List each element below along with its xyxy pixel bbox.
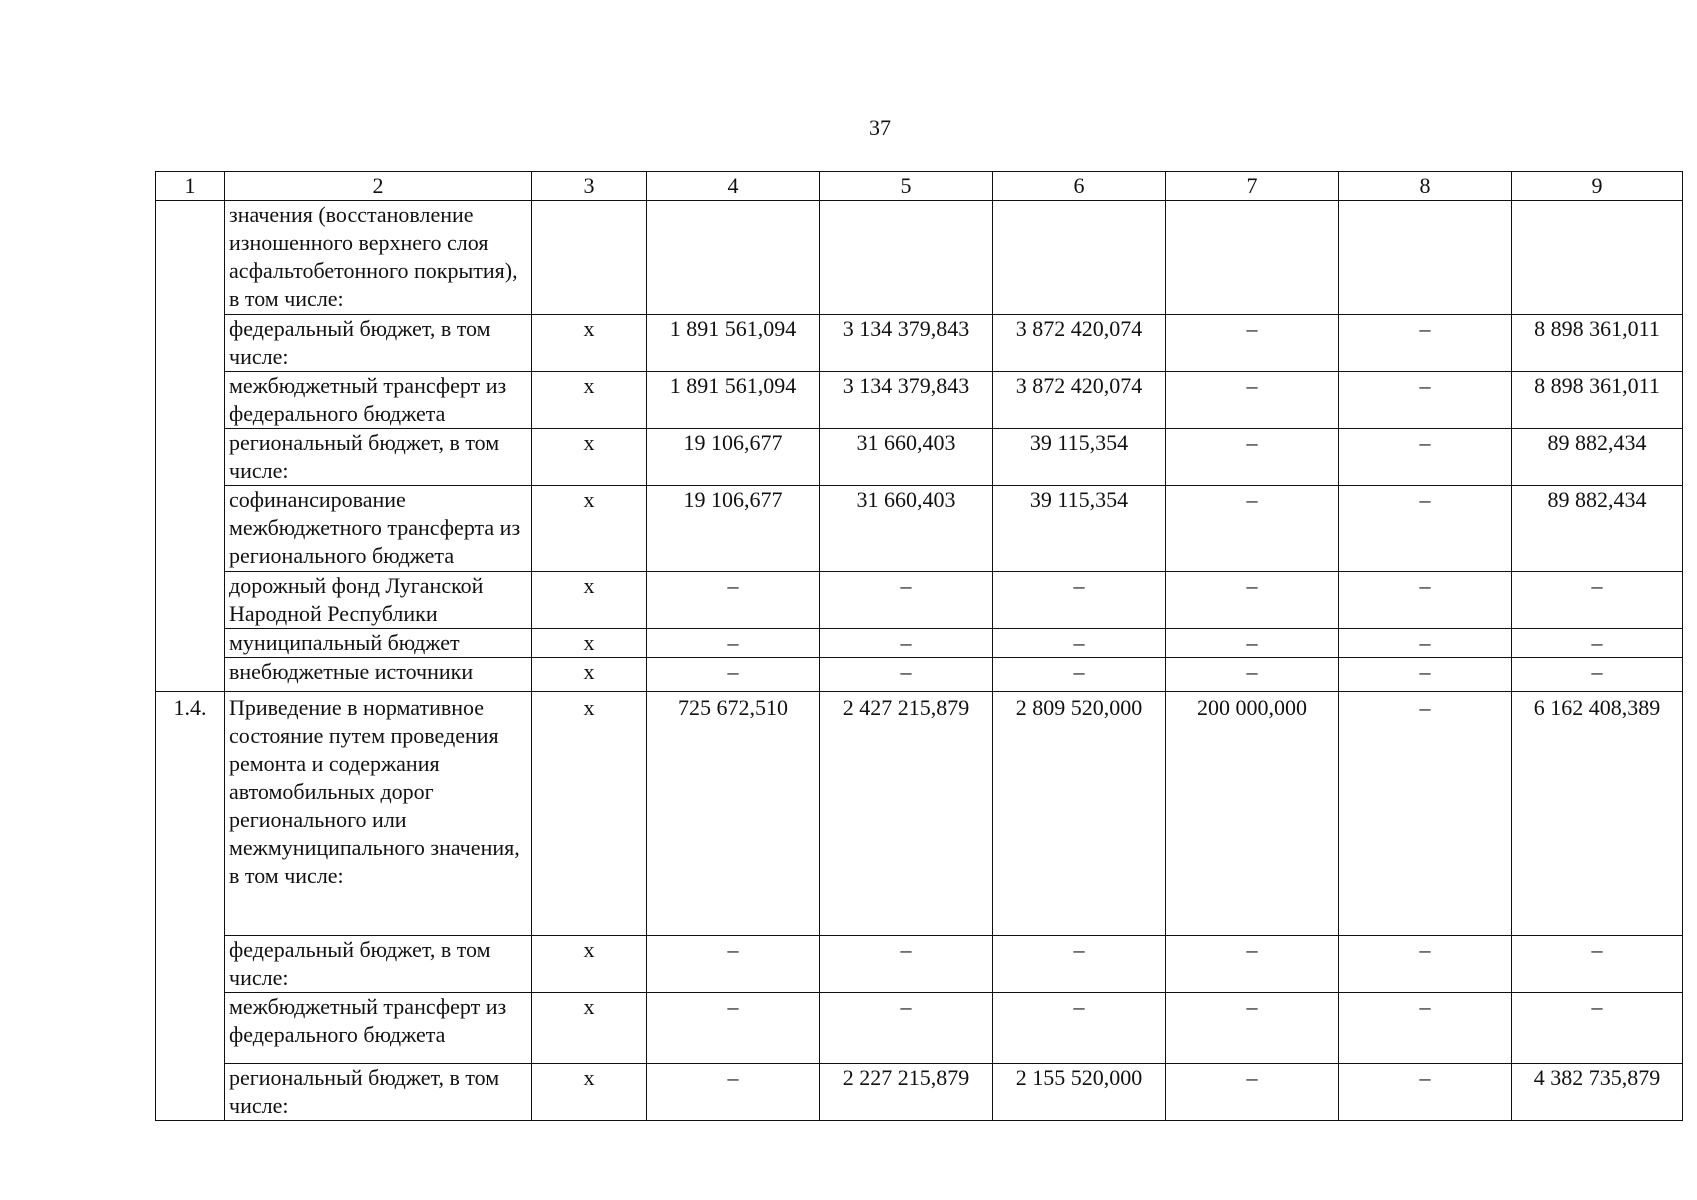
- cell-col9: –: [1512, 572, 1683, 629]
- cell-col9: 4 382 735,879: [1512, 1064, 1683, 1121]
- cell-col8: –: [1339, 658, 1512, 692]
- cell-col5: –: [820, 658, 993, 692]
- table-row: [156, 936, 1683, 993]
- cell-col3: [532, 201, 647, 315]
- cell-col6: –: [993, 993, 1166, 1064]
- table-row: [156, 692, 1683, 936]
- cell-col9: 89 882,434: [1512, 429, 1683, 486]
- cell-col9: 8 898 361,011: [1512, 315, 1683, 372]
- cell-col9: –: [1512, 936, 1683, 993]
- header-cell: 5: [820, 172, 993, 201]
- cell-col4: –: [647, 572, 820, 629]
- cell-col6: [993, 201, 1166, 315]
- cell-col4: –: [647, 658, 820, 692]
- row-name-cell: региональный бюджет, в том числе:: [225, 429, 532, 486]
- cell-col9: 8 898 361,011: [1512, 372, 1683, 429]
- cell-col7: [1166, 201, 1339, 315]
- cell-col5: 3 134 379,843: [820, 315, 993, 372]
- header-cell: 8: [1339, 172, 1512, 201]
- cell-col4: 19 106,677: [647, 486, 820, 572]
- cell-col5: 2 227 215,879: [820, 1064, 993, 1121]
- budget-table: [155, 171, 1683, 1121]
- cell-col8: –: [1339, 993, 1512, 1064]
- cell-col8: –: [1339, 629, 1512, 658]
- cell-col9: –: [1512, 993, 1683, 1064]
- row-name-cell: софинансирование межбюджетного трансферта из регионального бюджета: [225, 486, 532, 572]
- cell-col8: –: [1339, 372, 1512, 429]
- cell-col3: х: [532, 629, 647, 658]
- header-cell: 9: [1512, 172, 1683, 201]
- cell-col6: 39 115,354: [993, 486, 1166, 572]
- cell-col7: –: [1166, 572, 1339, 629]
- cell-col8: –: [1339, 692, 1512, 936]
- cell-col7: –: [1166, 429, 1339, 486]
- cell-col9: 89 882,434: [1512, 486, 1683, 572]
- table-row: [156, 572, 1683, 629]
- cell-col4: 725 672,510: [647, 692, 820, 936]
- cell-col4: 1 891 561,094: [647, 315, 820, 372]
- cell-col4: –: [647, 629, 820, 658]
- cell-col3: х: [532, 315, 647, 372]
- cell-col5: 31 660,403: [820, 429, 993, 486]
- cell-col8: –: [1339, 572, 1512, 629]
- row-index-cell: 1.4.: [156, 692, 225, 1121]
- cell-col4: [647, 201, 820, 315]
- cell-col7: 200 000,000: [1166, 692, 1339, 936]
- header-cell: 6: [993, 172, 1166, 201]
- header-cell: 2: [225, 172, 532, 201]
- table-row: [156, 486, 1683, 572]
- cell-col6: 39 115,354: [993, 429, 1166, 486]
- cell-col7: –: [1166, 1064, 1339, 1121]
- cell-col5: 3 134 379,843: [820, 372, 993, 429]
- cell-col7: –: [1166, 372, 1339, 429]
- cell-col9: –: [1512, 658, 1683, 692]
- cell-col9: [1512, 201, 1683, 315]
- cell-col7: –: [1166, 315, 1339, 372]
- row-name-cell: значения (восстановление изношенного верхнего слоя асфальтобетонного покрытия), в том числе:: [225, 201, 532, 315]
- cell-col6: 3 872 420,074: [993, 315, 1166, 372]
- cell-col6: –: [993, 572, 1166, 629]
- cell-col3: х: [532, 692, 647, 936]
- row-name-cell: межбюджетный трансферт из федерального бюджета: [225, 993, 532, 1064]
- cell-col5: –: [820, 936, 993, 993]
- cell-col5: 31 660,403: [820, 486, 993, 572]
- cell-col9: –: [1512, 629, 1683, 658]
- cell-col5: [820, 201, 993, 315]
- header-cell: 3: [532, 172, 647, 201]
- table-row: [156, 201, 1683, 315]
- header-cell: 7: [1166, 172, 1339, 201]
- cell-col5: –: [820, 629, 993, 658]
- table-header-row: [156, 172, 1683, 201]
- cell-col7: –: [1166, 993, 1339, 1064]
- cell-col3: х: [532, 429, 647, 486]
- cell-col6: –: [993, 658, 1166, 692]
- cell-col6: 2 809 520,000: [993, 692, 1166, 936]
- table-row: [156, 993, 1683, 1064]
- cell-col3: х: [532, 372, 647, 429]
- row-name-cell: региональный бюджет, в том числе:: [225, 1064, 532, 1121]
- cell-col4: –: [647, 936, 820, 993]
- cell-col9: 6 162 408,389: [1512, 692, 1683, 936]
- table-row: [156, 315, 1683, 372]
- cell-col4: 1 891 561,094: [647, 372, 820, 429]
- row-index-cell: [156, 201, 225, 692]
- cell-col6: 2 155 520,000: [993, 1064, 1166, 1121]
- table-row: [156, 658, 1683, 692]
- cell-col3: х: [532, 1064, 647, 1121]
- cell-col3: х: [532, 486, 647, 572]
- row-name-cell: федеральный бюджет, в том числе:: [225, 936, 532, 993]
- cell-col3: х: [532, 658, 647, 692]
- cell-col7: –: [1166, 629, 1339, 658]
- cell-col4: –: [647, 1064, 820, 1121]
- header-cell: 1: [156, 172, 225, 201]
- cell-col6: 3 872 420,074: [993, 372, 1166, 429]
- cell-col4: 19 106,677: [647, 429, 820, 486]
- page-number: 37: [869, 115, 891, 140]
- cell-col5: –: [820, 572, 993, 629]
- row-name-cell: Приведение в нормативное состояние путем проведения ремонта и содержания автомобильных дорог регионального или межмуниципального значения, в том числе:: [225, 692, 532, 936]
- cell-col7: –: [1166, 936, 1339, 993]
- cell-col3: х: [532, 993, 647, 1064]
- row-name-cell: дорожный фонд Луганской Народной Республики: [225, 572, 532, 629]
- row-name-cell: муниципальный бюджет: [225, 629, 532, 658]
- header-cell: 4: [647, 172, 820, 201]
- cell-col8: –: [1339, 1064, 1512, 1121]
- cell-col5: 2 427 215,879: [820, 692, 993, 936]
- cell-col4: –: [647, 993, 820, 1064]
- cell-col7: –: [1166, 658, 1339, 692]
- cell-col3: х: [532, 936, 647, 993]
- row-name-cell: федеральный бюджет, в том числе:: [225, 315, 532, 372]
- table-row: [156, 429, 1683, 486]
- row-name-cell: внебюджетные источники: [225, 658, 532, 692]
- cell-col8: [1339, 201, 1512, 315]
- cell-col5: –: [820, 993, 993, 1064]
- row-name-cell: межбюджетный трансферт из федерального бюджета: [225, 372, 532, 429]
- table-row: [156, 372, 1683, 429]
- cell-col6: –: [993, 629, 1166, 658]
- cell-col8: –: [1339, 486, 1512, 572]
- cell-col8: –: [1339, 429, 1512, 486]
- cell-col3: х: [532, 572, 647, 629]
- cell-col7: –: [1166, 486, 1339, 572]
- cell-col8: –: [1339, 315, 1512, 372]
- cell-col8: –: [1339, 936, 1512, 993]
- cell-col6: –: [993, 936, 1166, 993]
- table-row: [156, 629, 1683, 658]
- table-row: [156, 1064, 1683, 1121]
